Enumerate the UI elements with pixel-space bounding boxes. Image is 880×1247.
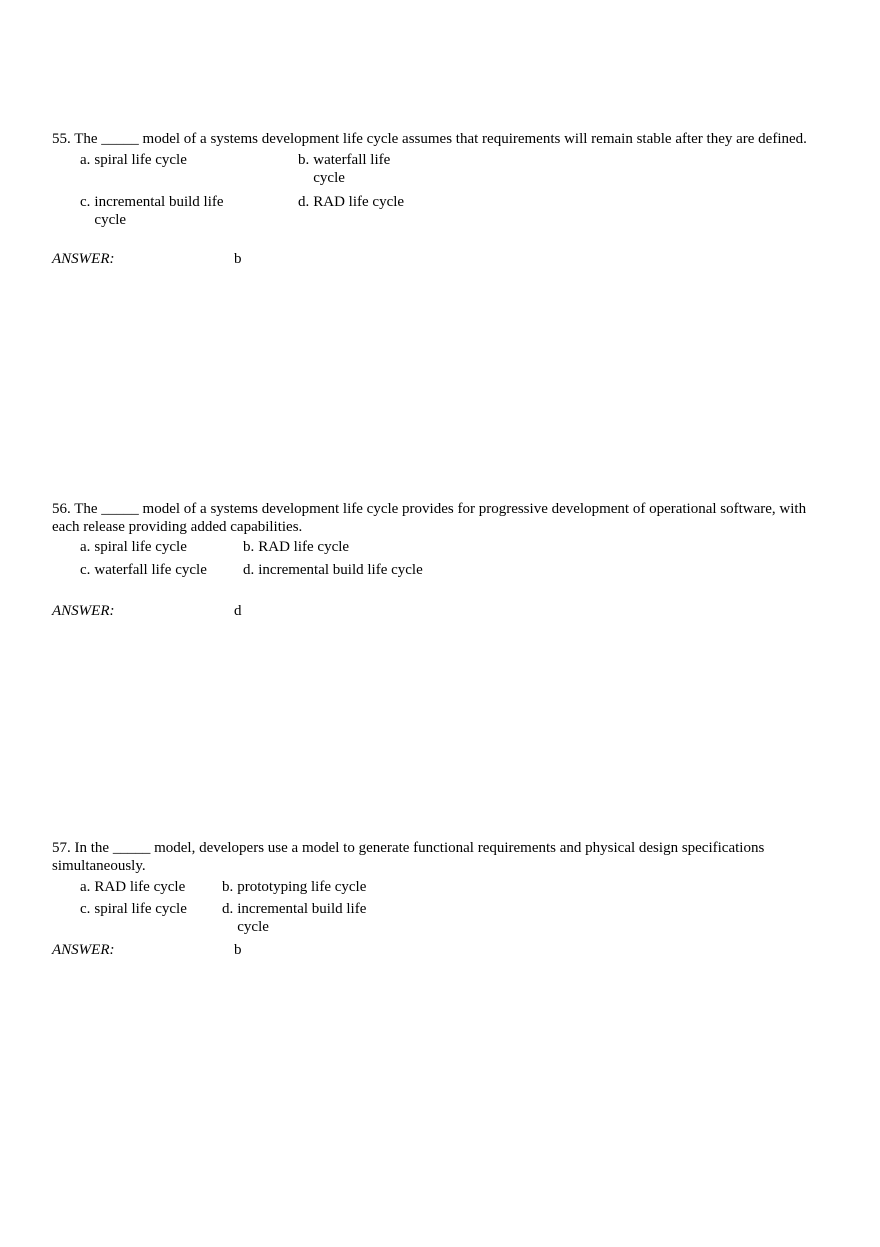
question-stem: 57. In the _____ model, developers use a model to generate functional requirements and physical design specifications simultaneously. (52, 840, 765, 874)
choice-b (298, 151, 408, 187)
choice-a (80, 878, 220, 896)
choice-text: incremental build life cycle (258, 562, 423, 578)
answer-label: ANSWER: (52, 603, 115, 619)
choice-text: incremental build life cycle (94, 194, 224, 228)
choice-letter: b. (298, 152, 310, 168)
choice-letter: d. (222, 901, 234, 917)
choice-letter: a. (80, 879, 91, 895)
choice-c (80, 193, 245, 229)
choice-letter: a. (80, 152, 91, 168)
choice-c (80, 561, 220, 579)
choice-text: spiral life cycle (94, 901, 187, 917)
question-stem: 56. The _____ model of a systems development life cycle provides for progressive development of operational software, with each release providing added capabilities. (52, 501, 807, 535)
choices (52, 538, 832, 598)
question-55 (52, 130, 832, 267)
answer-label: ANSWER: (52, 251, 115, 267)
choice-letter: d. (298, 194, 310, 210)
question-stem: 55. The _____ model of a systems development life cycle assumes that requirements will remain stable after they are defined. (52, 131, 807, 147)
choice-text: RAD life cycle (94, 879, 186, 895)
choice-text: waterfall life cycle (94, 562, 207, 578)
choice-text: prototyping life cycle (237, 879, 367, 895)
choice-letter: b. (222, 879, 234, 895)
choice-text: RAD life cycle (313, 194, 405, 210)
choice-letter: a. (80, 539, 91, 555)
choice-letter: b. (243, 539, 255, 555)
answer-label: ANSWER: (52, 942, 115, 958)
choice-a (80, 538, 240, 556)
choice-text: incremental build life cycle (237, 901, 367, 935)
choice-d (243, 561, 503, 579)
answer-value: d (234, 603, 242, 619)
choice-letter: c. (80, 562, 91, 578)
choice-c (80, 900, 200, 918)
choice-letter: d. (243, 562, 255, 578)
choice-d (298, 193, 498, 211)
choice-d (222, 900, 387, 936)
choice-text: spiral life cycle (94, 152, 187, 168)
choice-text: RAD life cycle (258, 539, 350, 555)
choice-b (222, 878, 442, 896)
answer-value: b (234, 942, 242, 958)
answer-value: b (234, 251, 242, 267)
choices (52, 151, 832, 231)
choice-letter: c. (80, 901, 91, 917)
choice-letter: c. (80, 194, 91, 210)
question-56 (52, 500, 832, 619)
choice-text: spiral life cycle (94, 539, 187, 555)
choice-text: waterfall life cycle (313, 152, 391, 186)
question-57 (52, 839, 832, 958)
choices (52, 878, 832, 938)
choice-b (243, 538, 463, 556)
choice-a (80, 151, 280, 169)
